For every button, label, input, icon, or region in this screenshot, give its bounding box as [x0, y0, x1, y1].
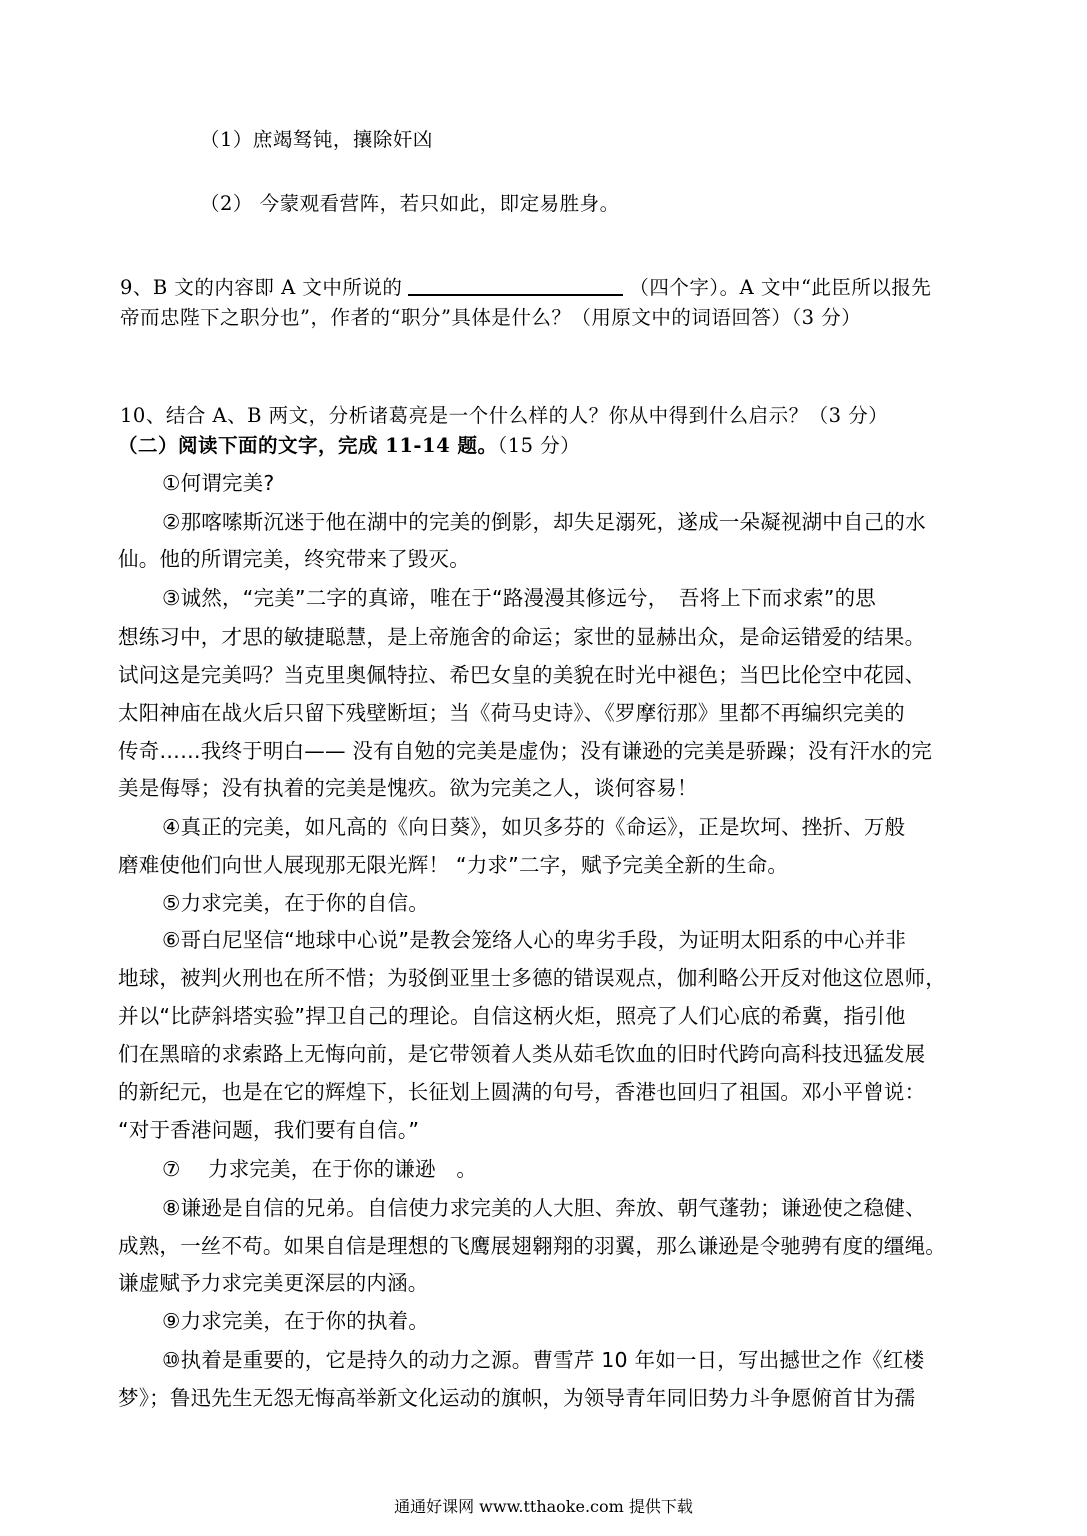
passage-line: 成熟，一丝不苟。如果自信是理想的飞鹰展翅翱翔的羽翼，那么谦逊是令驰骋有度的缰绳。 [118, 1234, 946, 1258]
passage-line: “对于香港问题，我们要有自信。” [118, 1118, 420, 1142]
question-9-line-2: 帝而忠陛下之职分也”，作者的“职分”具体是什么？（用原文中的词语回答）（3 分） [120, 306, 862, 329]
passage-line: 们在黑暗的求索路上无悔向前，是它带领着人类从茹毛饮血的旧时代跨向高科技迅猛发展 [118, 1042, 926, 1066]
passage-line: 试问这是完美吗？当克里奥佩特拉、希巴女皇的美貌在时光中褪色；当巴比伦空中花园、 [118, 663, 926, 687]
page-footer: 通通好课网 www.tthaoke.com 提供下载 [394, 1497, 693, 1516]
passage-line: ②那喀嗦斯沉迷于他在湖中的完美的倒影，却失足溺死，遂成一朵凝视湖中自己的水 [162, 510, 926, 534]
passage-line: 传奇……我终于明白—— 没有自勉的完美是虚伪；没有谦逊的完美是骄躁；没有汗水的完 [118, 739, 933, 763]
question-9-line-1 [120, 272, 931, 300]
q9-after-blank: （四个字）。A 文中“此臣所以报先 [629, 276, 932, 299]
passage-line: 仙。他的所谓完美，终究带来了毁灭。 [118, 547, 470, 571]
passage-line: 想练习中，才思的敏捷聪慧，是上帝施舍的命运；家世的显赫出众，是命运错爱的结果。 [118, 625, 926, 649]
section-2-heading [118, 430, 580, 458]
section-2-title: （二）阅读下面的文字，完成 11-14 题。 [118, 434, 498, 457]
q9-answer-blank[interactable] [408, 274, 623, 296]
passage-line: 并以“比萨斜塔实验”捍卫自己的理论。自信这柄火炬，照亮了人们心底的希冀，指引他 [118, 1004, 906, 1028]
q8-item-1: （1）庶竭驽钝，攘除奸凶 [200, 128, 433, 151]
passage-line: 谦虚赋予力求完美更深层的内涵。 [118, 1271, 429, 1295]
passage-line: ⑥哥白尼坚信“地球中心说”是教会笼络人心的卑劣手段，为证明太阳系的中心并非 [162, 928, 907, 952]
passage-line: ④真正的完美，如凡高的《向日葵》，如贝多芬的《命运》，正是坎坷、挫折、万般 [162, 815, 906, 839]
q8-item-2: （2） 今蒙观看营阵，若只如此，即定易胜身。 [200, 192, 620, 215]
passage-line: 太阳神庙在战火后只留下残壁断垣；当《荷马史诗》、《罗摩衍那》里都不再编织完美的 [118, 701, 905, 725]
passage-line: 磨难使他们向世人展现那无限光辉！ “力求”二字，赋予完美全新的生命。 [118, 853, 789, 877]
passage-line: ③诚然，“完美”二字的真谛，唯在于“路漫漫其修远兮， 吾将上下而求索”的思 [162, 586, 877, 610]
passage-line: ⑧谦逊是自信的兄弟。自信使力求完美的人大胆、奔放、朝气蓬勃；谦逊使之稳健、 [162, 1196, 926, 1220]
passage-line: ⑤力求完美，在于你的自信。 [162, 891, 429, 915]
question-10: 10、结合 A、B 两文，分析诸葛亮是一个什么样的人？你从中得到什么启示？（3 分） [120, 404, 889, 427]
q9-before-blank: 9、B 文的内容即 A 文中所说的 [120, 276, 403, 299]
passage-line: ⑩执着是重要的，它是持久的动力之源。曹雪芹 10 年如一日，写出撼世之作《红楼 [162, 1348, 925, 1372]
passage-line: 地球，被判火刑也在所不惜；为驳倒亚里士多德的错误观点，伽利略公开反对他这位恩师， [118, 966, 946, 990]
passage-line: ①何谓完美? [162, 471, 275, 495]
passage-line: ⑨力求完美，在于你的执着。 [162, 1309, 429, 1333]
passage-line: 美是侮辱；没有执着的完美是愧疚。欲为完美之人，谈何容易！ [118, 776, 698, 800]
passage-line: 的新纪元，也是在它的辉煌下，长征划上圆满的句号，香港也回归了祖国。邓小平曾说： [118, 1080, 926, 1104]
section-2-score: （15 分） [497, 434, 581, 457]
passage-line: ⑦ 力求完美，在于你的谦逊 。 [162, 1157, 478, 1181]
passage-line: 梦》；鲁迅先生无怨无悔高举新文化运动的旗帜，为领导青年同旧势力斗争愿俯首甘为孺 [118, 1386, 916, 1410]
